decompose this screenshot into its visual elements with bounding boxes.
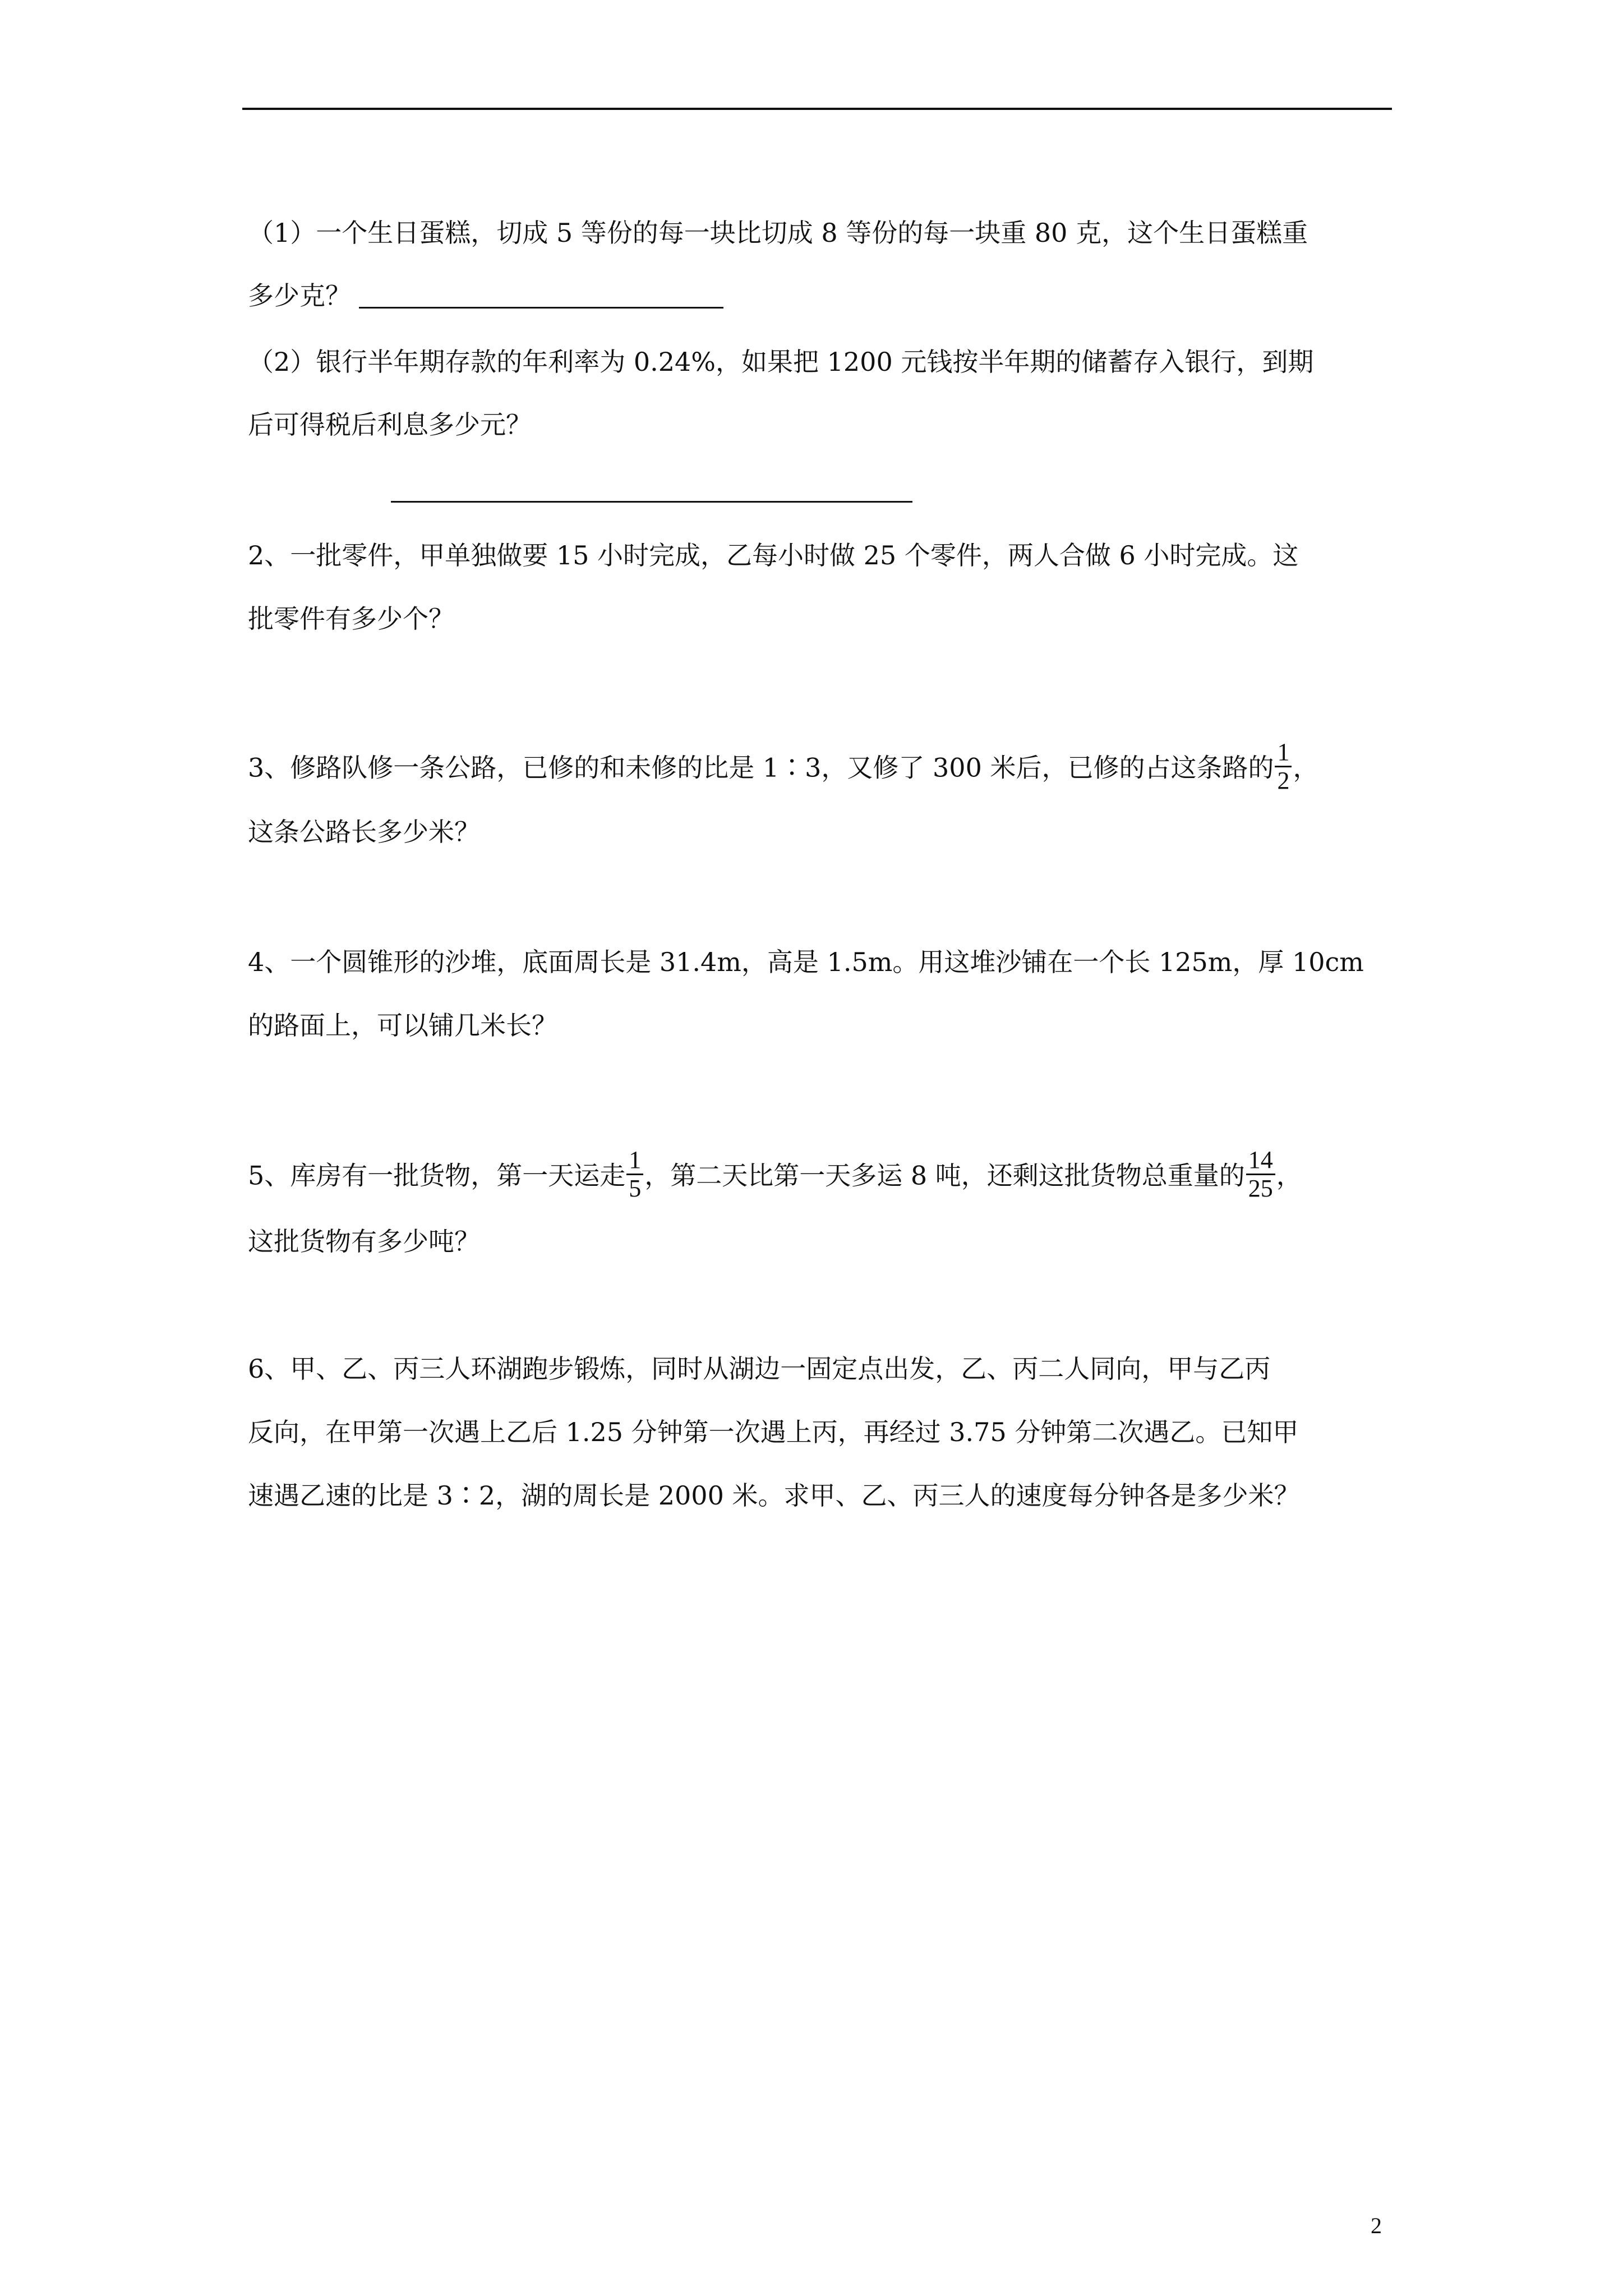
q1-part2-answer-blank[interactable] xyxy=(391,501,912,503)
q2-line1: 2、一批零件，甲单独做要 15 小时完成，乙每小时做 25 个零件，两人合做 6 小时完成。这 xyxy=(248,540,1299,570)
page-number: 2 xyxy=(1371,2213,1382,2238)
q6-line1: 6、甲、乙、丙三人环湖跑步锻炼，同时从湖边一固定点出发，乙、丙二人同向，甲与乙丙 xyxy=(248,1354,1271,1384)
q6-line3: 速遇乙速的比是 3∶2，湖的周长是 2000 米。求甲、乙、丙三人的速度每分钟各是多少米？ xyxy=(248,1480,1300,1511)
q4-line1: 4、一个圆锥形的沙堆，底面周长是 31.4m，高是 1.5m。用这堆沙铺在一个长 125m，厚 10cm xyxy=(248,947,1364,977)
q5-fraction2-denominator: 25 xyxy=(1248,1175,1273,1202)
q1-part2-line2: 后可得税后利息多少元？ xyxy=(248,409,532,440)
q5-fraction1-denominator: 5 xyxy=(629,1175,642,1202)
q5-fraction2-numerator: 14 xyxy=(1248,1146,1273,1174)
q5-text-part2: ，第二天比第一天多运 8 吨，还剩这批货物总重量的 xyxy=(644,1160,1245,1191)
q3-text-after: ， xyxy=(1293,752,1319,783)
q3-fraction-denominator: 2 xyxy=(1277,767,1290,794)
q5-fraction1 xyxy=(626,1147,643,1202)
q4-line2: 的路面上，可以铺几米长？ xyxy=(248,1010,557,1041)
q1-part1-line1: （1）一个生日蛋糕，切成 5 等份的每一块比切成 8 等份的每一块重 80 克，这个生日蛋糕重 xyxy=(248,218,1308,248)
q3-text-before: 3、修路队修一条公路，已修的和未修的比是 1∶3，又修了 300 米后，已修的占这条路的 xyxy=(248,752,1274,783)
q2-line2: 批零件有多少个？ xyxy=(248,604,454,634)
q3-fraction-numerator: 1 xyxy=(1277,738,1290,766)
q5-text-part3: ， xyxy=(1276,1160,1302,1191)
q5-line2: 这批货物有多少吨？ xyxy=(248,1226,480,1257)
q3-line2: 这条公路长多少米？ xyxy=(248,817,480,847)
q1-part1-answer-blank[interactable] xyxy=(359,307,723,309)
q3-line1 xyxy=(248,738,1392,798)
header-rule xyxy=(242,108,1392,110)
q5-fraction2 xyxy=(1246,1147,1275,1202)
q5-fraction1-numerator: 1 xyxy=(629,1146,642,1174)
q5-line1 xyxy=(248,1146,1392,1205)
q5-text-part1: 5、库房有一批货物，第一天运走 xyxy=(248,1160,626,1191)
q1-part2-line1: （2）银行半年期存款的年利率为 0.24%，如果把 1200 元钱按半年期的储蓄存入银行，到期 xyxy=(248,347,1314,377)
q6-line2: 反向，在甲第一次遇上乙后 1.25 分钟第一次遇上丙，再经过 3.75 分钟第二次遇乙。已知甲 xyxy=(248,1417,1299,1447)
q3-fraction xyxy=(1275,739,1292,794)
q1-part1-line2: 多少克？ xyxy=(248,280,351,311)
